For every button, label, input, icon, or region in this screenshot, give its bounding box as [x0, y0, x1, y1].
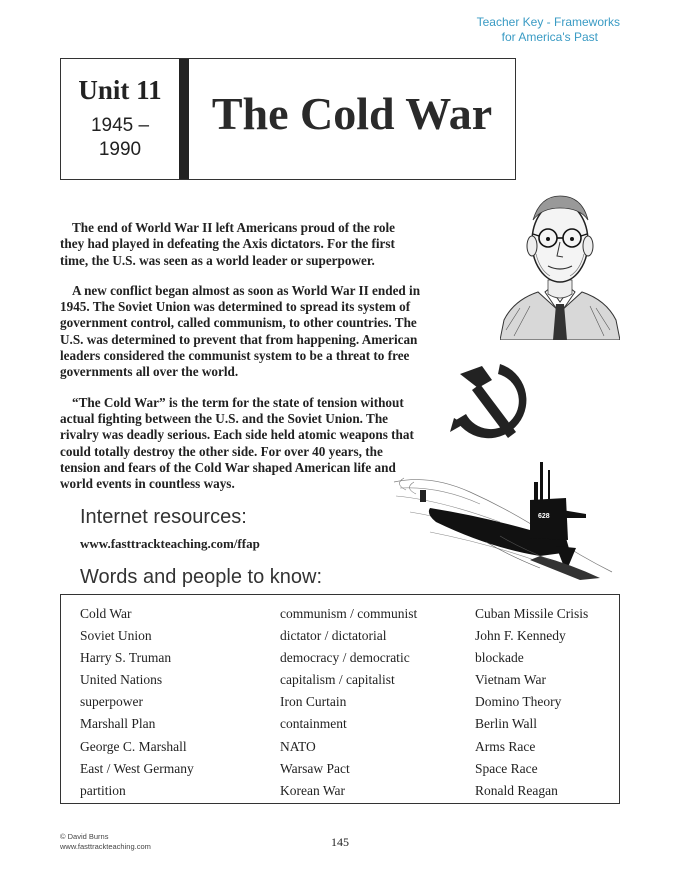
- word-item: Berlin Wall: [475, 716, 538, 732]
- header-divider-bar: [179, 59, 189, 179]
- word-item: democracy / democratic: [280, 650, 410, 666]
- copyright-text: © David Burns: [60, 832, 109, 841]
- unit-years: 1945 – 1990: [90, 115, 150, 160]
- word-item: capitalism / capitalist: [280, 672, 395, 688]
- word-item: containment: [280, 716, 347, 732]
- submarine-icon: [390, 452, 616, 582]
- words-box: [60, 594, 620, 804]
- word-item: NATO: [280, 738, 316, 754]
- word-item: Cuban Missile Crisis: [475, 606, 589, 621]
- internet-resources-heading: Internet resources:: [80, 506, 247, 528]
- hammer-sickle-icon: [440, 358, 550, 453]
- intro-paragraph-1: The end of World War II left Americans proud of the role they had played in defeating the Axis dictators. For the first time, the U.S. was seen as a world leader or superpower.: [60, 220, 395, 268]
- word-item: Ronald Reagan: [475, 782, 558, 798]
- unit-label: Unit 11: [78, 75, 162, 105]
- unit-cell: [61, 59, 179, 179]
- teacher-key-label: [400, 15, 620, 45]
- internet-resources-url[interactable]: www.fasttrackteaching.com/ffap: [80, 536, 260, 551]
- intro-text: [60, 220, 422, 506]
- words-column-1: [80, 603, 194, 802]
- word-item: Domino Theory: [475, 694, 562, 710]
- word-item: Warsaw Pact: [280, 760, 350, 776]
- word-item: John F. Kennedy: [475, 628, 566, 644]
- word-item: dictator / dictatorial: [280, 628, 387, 644]
- footer-copyright: [60, 832, 151, 851]
- teacher-key-line2: for America's Past: [501, 30, 598, 44]
- word-item: superpower: [80, 694, 143, 710]
- submarine-hull-number: 628: [538, 513, 550, 520]
- word-item: partition: [80, 782, 126, 798]
- page-title: The Cold War: [211, 88, 493, 139]
- teacher-key-line1: Teacher Key - Frameworks: [476, 15, 620, 29]
- page-number: 145: [331, 835, 349, 849]
- unit-header: [60, 58, 516, 180]
- word-item: Harry S. Truman: [80, 650, 172, 666]
- words-heading: Words and people to know:: [80, 566, 323, 588]
- word-item: Cold War: [80, 606, 132, 621]
- word-item: communism / communist: [280, 606, 418, 621]
- word-item: George C. Marshall: [80, 738, 187, 754]
- word-item: Iron Curtain: [280, 694, 347, 710]
- word-item: Soviet Union: [80, 628, 152, 644]
- truman-portrait-icon: [500, 180, 620, 340]
- word-item: East / West Germany: [80, 760, 194, 776]
- word-item: Vietnam War: [475, 672, 546, 688]
- intro-paragraph-3: “The Cold War” is the term for the state of tension without actual fighting between the U.S. and the Soviet Union. The rivalry was deadly serious. Each side held atomic weapons that could totally destroy the other side. For over 40 years, the tension and fears of the Cold War shaped American life and world events in countless ways.: [60, 394, 414, 492]
- word-item: United Nations: [80, 672, 163, 688]
- word-item: Korean War: [280, 782, 346, 798]
- intro-paragraph-2: A new conflict began almost as soon as World War II ended in 1945. The Soviet Union was determined to spread its system of government control, called communism, to other countries. The U.S. was determined to prevent that from happening. American leaders considered the communist system to be a threat to free governments all over the world.: [60, 282, 421, 380]
- word-item: Marshall Plan: [80, 716, 156, 732]
- word-item: Space Race: [475, 760, 538, 776]
- words-column-3: [475, 603, 588, 802]
- word-item: Arms Race: [475, 738, 536, 754]
- words-column-2: [280, 603, 417, 802]
- footer-site: www.fasttrackteaching.com: [60, 841, 151, 851]
- word-item: blockade: [475, 650, 524, 666]
